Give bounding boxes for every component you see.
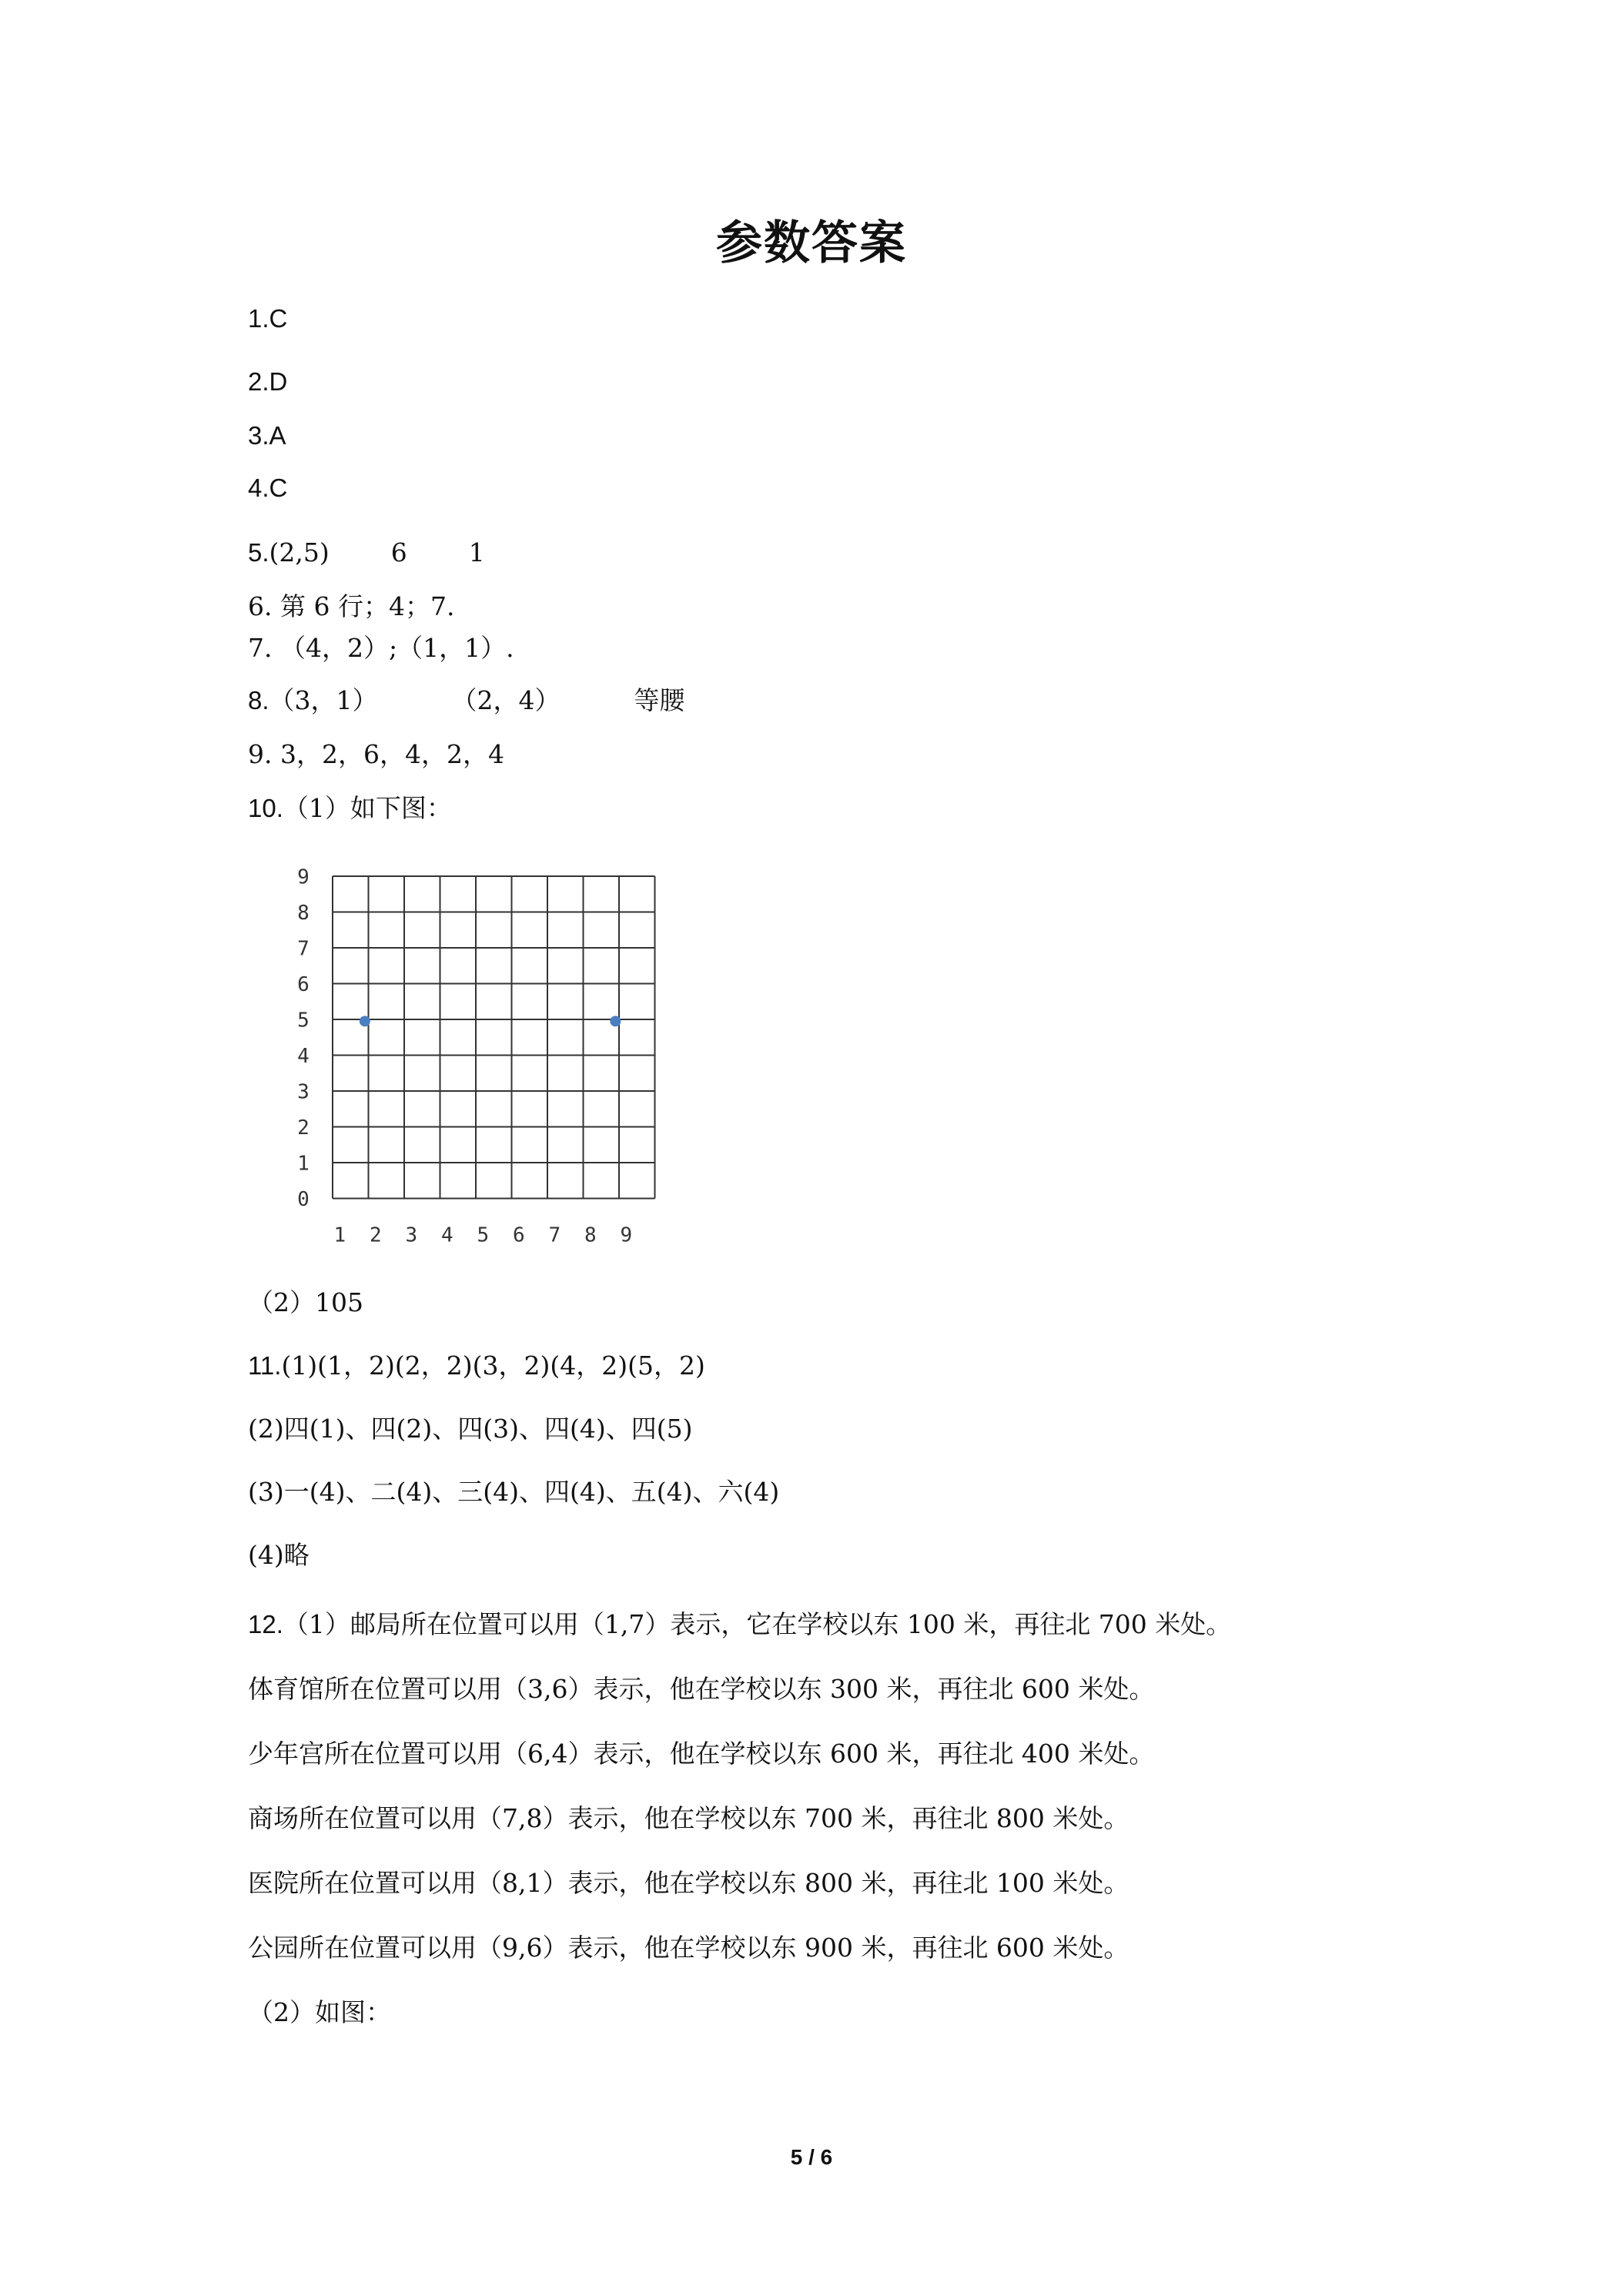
x-tick-label: 7: [548, 1223, 561, 1247]
answer-1: 1.C: [248, 304, 288, 333]
answer-11-line-2: (2)四(1)、四(2)、四(3)、四(4)、四(5): [248, 1414, 693, 1444]
answer-7: 7. （4，2）;（1，1）.: [248, 633, 514, 663]
page-number: 5 / 6: [790, 2145, 833, 2169]
answer-5-part1: (2,5): [269, 537, 330, 567]
answer-8-prefix: 8.: [248, 686, 269, 715]
y-tick-label: 9: [297, 865, 310, 889]
x-tick-label: 1: [333, 1223, 346, 1247]
answer-10-part-2: （2）105: [248, 1287, 363, 1317]
page-title: 参数答案: [716, 216, 907, 270]
y-tick-label: 0: [297, 1187, 310, 1211]
answer-12-line-7: （2）如图：: [248, 1997, 391, 2027]
answer-4: 4.C: [248, 474, 288, 502]
answer-12-line-3: 少年宫所在位置可以用（6,4）表示，他在学校以东 600 米，再往北 400 米处。: [248, 1739, 1155, 1769]
x-tick-label: 2: [369, 1223, 382, 1247]
answer-11-line-3: (3)一(4)、二(4)、三(4)、四(4)、五(4)、六(4): [248, 1477, 780, 1507]
answer-12-line-5: 医院所在位置可以用（8,1）表示，他在学校以东 800 米，再往北 100 米处。: [248, 1868, 1129, 1898]
answer-2: 2.D: [248, 367, 288, 396]
answer-5-part2: 6: [390, 537, 407, 567]
answer-3: 3.A: [248, 421, 286, 450]
y-tick-label: 3: [297, 1080, 310, 1104]
y-tick-label: 8: [297, 901, 310, 925]
answer-11-prefix: 11.: [248, 1351, 282, 1380]
x-tick-label: 8: [584, 1223, 597, 1247]
answer-12-line-2: 体育馆所在位置可以用（3,6）表示，他在学校以东 300 米，再往北 600 米处。: [248, 1674, 1155, 1704]
answer-12-line-1: [248, 1609, 1231, 1640]
data-point: [360, 1016, 370, 1026]
y-tick-label: 1: [297, 1152, 310, 1176]
coordinate-grid: [285, 853, 685, 1253]
answer-5-prefix: 5.: [248, 538, 269, 567]
answer-12-prefix: 12.: [248, 1610, 283, 1638]
answer-5-part3: 1: [468, 537, 485, 567]
answer-8-part2: （2，4）: [451, 685, 561, 715]
answer-12-text: （1）邮局所在位置可以用（1,7）表示，它在学校以东 100 米，再往北 700 米处。: [283, 1609, 1232, 1639]
answer-12-line-4: 商场所在位置可以用（7,8）表示，他在学校以东 700 米，再往北 800 米处。: [248, 1803, 1129, 1833]
answer-11-text: (1)(1，2)(2，2)(3，2)(4，2)(5，2): [281, 1350, 705, 1381]
data-point: [610, 1016, 621, 1026]
answer-10-text: （1）如下图：: [283, 793, 452, 823]
x-tick-label: 9: [620, 1223, 633, 1247]
answer-11-line-1: [248, 1350, 705, 1381]
y-tick-label: 5: [297, 1009, 310, 1033]
answer-6: 6. 第 6 行；4；7.: [248, 591, 455, 621]
y-tick-label: 7: [297, 937, 310, 961]
x-tick-label: 5: [477, 1223, 490, 1247]
answer-9: 9. 3，2，6，4，2，4: [248, 739, 504, 769]
x-tick-label: 3: [405, 1223, 418, 1247]
answer-12-line-6: 公园所在位置可以用（9,6）表示，他在学校以东 900 米，再往北 600 米处。: [248, 1933, 1129, 1963]
x-tick-label: 4: [440, 1223, 453, 1247]
x-tick-label: 6: [512, 1223, 525, 1247]
answer-8-part3: 等腰: [634, 685, 685, 715]
answer-8-part1: （3，1）: [269, 685, 378, 715]
answer-10: [248, 793, 452, 824]
y-tick-label: 2: [297, 1116, 310, 1140]
y-tick-label: 4: [297, 1044, 310, 1068]
answer-11-line-4: (4)略: [248, 1540, 310, 1570]
y-tick-label: 6: [297, 972, 310, 996]
answer-8: [248, 685, 685, 716]
answer-5: [248, 537, 485, 568]
answer-10-prefix: 10.: [248, 794, 283, 822]
